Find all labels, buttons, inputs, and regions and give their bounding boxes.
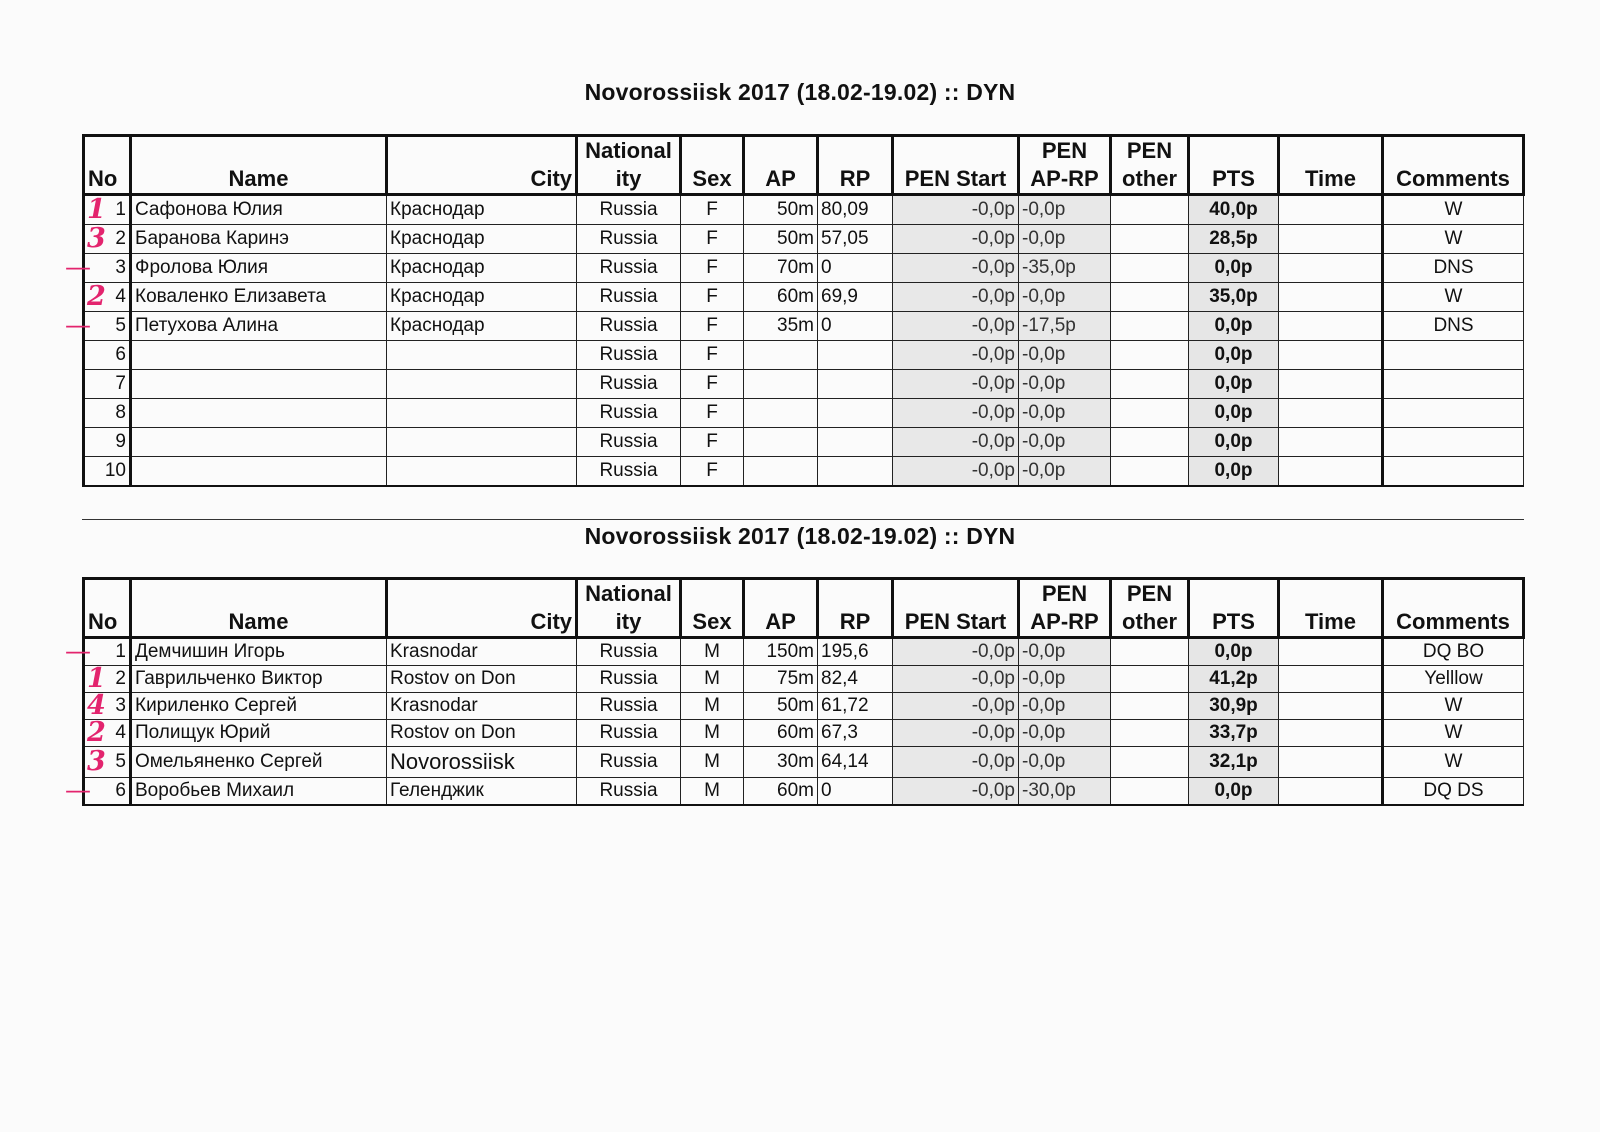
athlete-city: Краснодар bbox=[387, 312, 577, 341]
row-number: 1 bbox=[115, 641, 126, 662]
table-row bbox=[84, 341, 1524, 370]
announced-performance: 50m bbox=[744, 693, 818, 720]
penalty-start: -0,0p bbox=[893, 341, 1019, 370]
section-title: Novorossiisk 2017 (18.02-19.02) :: DYN bbox=[584, 523, 1016, 549]
time bbox=[1279, 428, 1383, 457]
athlete-sex: F bbox=[681, 341, 744, 370]
header-name: Name bbox=[131, 136, 387, 195]
realized-performance: 0 bbox=[818, 312, 893, 341]
row-number-cell bbox=[84, 222, 131, 254]
announced-performance bbox=[744, 341, 818, 370]
athlete-name bbox=[131, 428, 387, 457]
time bbox=[1279, 254, 1383, 283]
comment: W bbox=[1383, 283, 1524, 312]
athlete-nationality: Russia bbox=[577, 312, 681, 341]
row-number-cell bbox=[84, 716, 131, 748]
header-time: Time bbox=[1279, 136, 1383, 195]
header-pen-start: PEN Start bbox=[893, 579, 1019, 638]
realized-performance bbox=[818, 428, 893, 457]
athlete-name: Воробьев Михаил bbox=[131, 778, 387, 806]
time bbox=[1279, 693, 1383, 720]
athlete-nationality: Russia bbox=[577, 693, 681, 720]
athlete-name bbox=[131, 457, 387, 487]
realized-performance: 57,05 bbox=[818, 225, 893, 254]
athlete-city: Краснодар bbox=[387, 225, 577, 254]
penalty-other bbox=[1111, 341, 1189, 370]
penalty-start: -0,0p bbox=[893, 693, 1019, 720]
row-number: 6 bbox=[115, 344, 126, 365]
athlete-name bbox=[131, 370, 387, 399]
athlete-nationality: Russia bbox=[577, 195, 681, 225]
handwritten-place-mark: 3 bbox=[87, 745, 106, 777]
row-number-cell bbox=[84, 370, 131, 399]
row-number: 4 bbox=[115, 722, 126, 743]
announced-performance bbox=[744, 370, 818, 399]
points: 41,2p bbox=[1189, 666, 1279, 693]
athlete-nationality: Russia bbox=[577, 720, 681, 747]
row-number: 9 bbox=[115, 431, 126, 452]
header-ap: AP bbox=[744, 136, 818, 195]
time bbox=[1279, 720, 1383, 747]
athlete-city: Rostov on Don bbox=[387, 720, 577, 747]
athlete-name: Баранова Каринэ bbox=[131, 225, 387, 254]
points: 28,5p bbox=[1189, 225, 1279, 254]
row-number-cell bbox=[84, 280, 131, 312]
row-number-cell bbox=[65, 252, 131, 283]
realized-performance: 0 bbox=[818, 778, 893, 806]
handwritten-place-mark: 1 bbox=[87, 193, 106, 225]
penalty-ap-rp: -0,0p bbox=[1019, 370, 1111, 399]
header-city: City bbox=[387, 579, 577, 638]
penalty-other bbox=[1111, 457, 1189, 487]
comment bbox=[1383, 428, 1524, 457]
announced-performance: 150m bbox=[744, 638, 818, 666]
header-no: No bbox=[84, 579, 131, 638]
athlete-city: Краснодар bbox=[387, 283, 577, 312]
athlete-sex: F bbox=[681, 225, 744, 254]
comment: DNS bbox=[1383, 312, 1524, 341]
row-number: 10 bbox=[104, 460, 126, 481]
penalty-ap-rp: -0,0p bbox=[1019, 225, 1111, 254]
row-number: 4 bbox=[115, 286, 126, 307]
athlete-sex: M bbox=[681, 720, 744, 747]
realized-performance bbox=[818, 341, 893, 370]
row-number-cell bbox=[84, 457, 131, 487]
penalty-start: -0,0p bbox=[893, 399, 1019, 428]
time bbox=[1279, 399, 1383, 428]
announced-performance: 60m bbox=[744, 778, 818, 806]
realized-performance bbox=[818, 370, 893, 399]
table-row bbox=[84, 370, 1524, 399]
time bbox=[1279, 341, 1383, 370]
row-number-cell bbox=[84, 662, 131, 694]
header-nationality bbox=[577, 579, 681, 638]
header-pen-other bbox=[1111, 579, 1189, 638]
table-row bbox=[84, 638, 1524, 666]
points: 33,7p bbox=[1189, 720, 1279, 747]
time bbox=[1279, 370, 1383, 399]
penalty-start: -0,0p bbox=[893, 747, 1019, 778]
row-number-cell bbox=[65, 636, 131, 667]
row-number: 3 bbox=[115, 695, 126, 716]
announced-performance: 50m bbox=[744, 195, 818, 225]
row-number-cell bbox=[65, 310, 131, 341]
penalty-ap-rp: -30,0p bbox=[1019, 778, 1111, 806]
table-row bbox=[84, 693, 1524, 720]
table-row bbox=[84, 428, 1524, 457]
athlete-name bbox=[131, 341, 387, 370]
penalty-ap-rp: -0,0p bbox=[1019, 720, 1111, 747]
athlete-nationality: Russia bbox=[577, 778, 681, 806]
athlete-sex: F bbox=[681, 399, 744, 428]
comment: W bbox=[1383, 693, 1524, 720]
header-rp: RP bbox=[818, 136, 893, 195]
penalty-ap-rp: -0,0p bbox=[1019, 195, 1111, 225]
athlete-nationality: Russia bbox=[577, 747, 681, 778]
athlete-city bbox=[387, 399, 577, 428]
penalty-other bbox=[1111, 428, 1189, 457]
announced-performance bbox=[744, 457, 818, 487]
header-name: Name bbox=[131, 579, 387, 638]
row-number-cell bbox=[84, 195, 131, 225]
header-nationality bbox=[577, 136, 681, 195]
points: 0,0p bbox=[1189, 312, 1279, 341]
athlete-name: Омельяненко Сергей bbox=[131, 747, 387, 778]
time bbox=[1279, 778, 1383, 806]
athlete-nationality: Russia bbox=[577, 399, 681, 428]
header-row bbox=[84, 579, 1524, 638]
handwritten-place-mark: 1 bbox=[87, 662, 106, 694]
header-comments: Comments bbox=[1383, 579, 1524, 638]
penalty-other bbox=[1111, 638, 1189, 666]
handwritten-place-mark: 3 bbox=[87, 222, 106, 254]
athlete-city: Krasnodar bbox=[387, 693, 577, 720]
comment: W bbox=[1383, 195, 1524, 225]
realized-performance: 67,3 bbox=[818, 720, 893, 747]
points: 40,0p bbox=[1189, 195, 1279, 225]
penalty-ap-rp: -0,0p bbox=[1019, 399, 1111, 428]
comment bbox=[1383, 370, 1524, 399]
handwritten-place-mark: — bbox=[65, 775, 87, 806]
table-row bbox=[84, 778, 1524, 806]
athlete-nationality: Russia bbox=[577, 428, 681, 457]
penalty-ap-rp: -0,0p bbox=[1019, 283, 1111, 312]
athlete-name bbox=[131, 399, 387, 428]
handwritten-place-mark: — bbox=[65, 252, 87, 283]
row-number: 7 bbox=[115, 373, 126, 394]
row-number: 8 bbox=[115, 402, 126, 423]
points: 0,0p bbox=[1189, 370, 1279, 399]
penalty-start: -0,0p bbox=[893, 457, 1019, 487]
points: 0,0p bbox=[1189, 457, 1279, 487]
athlete-name: Гаврильченко Виктор bbox=[131, 666, 387, 693]
table-row bbox=[84, 254, 1524, 283]
athlete-city bbox=[387, 341, 577, 370]
athlete-name: Кириленко Сергей bbox=[131, 693, 387, 720]
penalty-other bbox=[1111, 312, 1189, 341]
penalty-other bbox=[1111, 399, 1189, 428]
header-pen-ap-rp bbox=[1019, 136, 1111, 195]
header-sex: Sex bbox=[681, 579, 744, 638]
realized-performance: 82,4 bbox=[818, 666, 893, 693]
time bbox=[1279, 666, 1383, 693]
athlete-city bbox=[387, 428, 577, 457]
header-pts: PTS bbox=[1189, 136, 1279, 195]
penalty-other bbox=[1111, 195, 1189, 225]
penalty-other bbox=[1111, 778, 1189, 806]
row-number-cell bbox=[65, 775, 131, 806]
athlete-sex: F bbox=[681, 254, 744, 283]
penalty-start: -0,0p bbox=[893, 666, 1019, 693]
athlete-city bbox=[387, 370, 577, 399]
points: 0,0p bbox=[1189, 341, 1279, 370]
realized-performance: 61,72 bbox=[818, 693, 893, 720]
athlete-name: Демчишин Игорь bbox=[131, 638, 387, 666]
results-table-men bbox=[65, 577, 1525, 806]
comment: DNS bbox=[1383, 254, 1524, 283]
comment: W bbox=[1383, 747, 1524, 778]
penalty-ap-rp: -0,0p bbox=[1019, 457, 1111, 487]
points: 35,0p bbox=[1189, 283, 1279, 312]
announced-performance: 35m bbox=[744, 312, 818, 341]
athlete-sex: M bbox=[681, 638, 744, 666]
realized-performance: 69,9 bbox=[818, 283, 893, 312]
penalty-start: -0,0p bbox=[893, 225, 1019, 254]
header-nationality-text: National ity bbox=[585, 138, 672, 191]
header-pen-ap-rp-text: PEN AP-RP bbox=[1030, 138, 1099, 191]
penalty-other bbox=[1111, 693, 1189, 720]
row-number-cell bbox=[84, 399, 131, 428]
time bbox=[1279, 195, 1383, 225]
athlete-name: Сафонова Юлия bbox=[131, 195, 387, 225]
row-number: 1 bbox=[115, 199, 126, 220]
athlete-nationality: Russia bbox=[577, 638, 681, 666]
row-number-cell bbox=[84, 747, 131, 778]
penalty-start: -0,0p bbox=[893, 638, 1019, 666]
penalty-ap-rp: -0,0p bbox=[1019, 693, 1111, 720]
athlete-sex: M bbox=[681, 693, 744, 720]
points: 32,1p bbox=[1189, 747, 1279, 778]
table-row bbox=[84, 457, 1524, 487]
announced-performance bbox=[744, 399, 818, 428]
athlete-city: Геленджик bbox=[387, 778, 577, 806]
handwritten-place-mark: 2 bbox=[87, 716, 106, 748]
penalty-start: -0,0p bbox=[893, 720, 1019, 747]
points: 0,0p bbox=[1189, 254, 1279, 283]
athlete-city bbox=[387, 457, 577, 487]
header-pen-other bbox=[1111, 136, 1189, 195]
header-city: City bbox=[387, 136, 577, 195]
penalty-start: -0,0p bbox=[893, 312, 1019, 341]
table-body bbox=[65, 193, 1524, 487]
handwritten-place-mark: — bbox=[65, 636, 87, 667]
points: 0,0p bbox=[1189, 778, 1279, 806]
realized-performance: 0 bbox=[818, 254, 893, 283]
athlete-name: Полищук Юрий bbox=[131, 720, 387, 747]
table-row bbox=[84, 666, 1524, 693]
penalty-start: -0,0p bbox=[893, 370, 1019, 399]
row-number-cell bbox=[84, 341, 131, 370]
athlete-sex: M bbox=[681, 666, 744, 693]
announced-performance: 30m bbox=[744, 747, 818, 778]
comment: DQ BO bbox=[1383, 638, 1524, 666]
row-number: 5 bbox=[115, 315, 126, 336]
handwritten-place-mark: 4 bbox=[87, 689, 106, 721]
comment: Yelllow bbox=[1383, 666, 1524, 693]
realized-performance bbox=[818, 399, 893, 428]
penalty-other bbox=[1111, 720, 1189, 747]
athlete-sex: F bbox=[681, 283, 744, 312]
penalty-other bbox=[1111, 283, 1189, 312]
penalty-ap-rp: -0,0p bbox=[1019, 666, 1111, 693]
comment: DQ DS bbox=[1383, 778, 1524, 806]
penalty-start: -0,0p bbox=[893, 428, 1019, 457]
athlete-sex: F bbox=[681, 195, 744, 225]
time bbox=[1279, 747, 1383, 778]
athlete-city: Краснодар bbox=[387, 195, 577, 225]
row-number: 2 bbox=[115, 228, 126, 249]
time bbox=[1279, 312, 1383, 341]
athlete-sex: F bbox=[681, 312, 744, 341]
penalty-other bbox=[1111, 254, 1189, 283]
athlete-city: Novorossiisk bbox=[387, 747, 577, 778]
athlete-nationality: Russia bbox=[577, 666, 681, 693]
athlete-sex: M bbox=[681, 778, 744, 806]
table-row bbox=[84, 195, 1524, 225]
header-comments: Comments bbox=[1383, 136, 1524, 195]
athlete-nationality: Russia bbox=[577, 457, 681, 487]
realized-performance: 195,6 bbox=[818, 638, 893, 666]
section-divider bbox=[82, 519, 1524, 520]
realized-performance: 64,14 bbox=[818, 747, 893, 778]
penalty-start: -0,0p bbox=[893, 778, 1019, 806]
header-pen-ap-rp-text: PEN AP-RP bbox=[1030, 581, 1099, 634]
penalty-ap-rp: -0,0p bbox=[1019, 341, 1111, 370]
realized-performance: 80,09 bbox=[818, 195, 893, 225]
athlete-sex: F bbox=[681, 457, 744, 487]
announced-performance bbox=[744, 428, 818, 457]
penalty-ap-rp: -17,5p bbox=[1019, 312, 1111, 341]
header-pen-start: PEN Start bbox=[893, 136, 1019, 195]
penalty-start: -0,0p bbox=[893, 254, 1019, 283]
athlete-nationality: Russia bbox=[577, 225, 681, 254]
header-pen-other-text: PEN other bbox=[1122, 138, 1177, 191]
athlete-sex: F bbox=[681, 370, 744, 399]
athlete-nationality: Russia bbox=[577, 370, 681, 399]
announced-performance: 50m bbox=[744, 225, 818, 254]
comment bbox=[1383, 341, 1524, 370]
row-number-cell bbox=[84, 689, 131, 721]
athlete-name: Петухова Алина bbox=[131, 312, 387, 341]
athlete-sex: M bbox=[681, 747, 744, 778]
points: 0,0p bbox=[1189, 638, 1279, 666]
table-row bbox=[84, 399, 1524, 428]
header-ap: AP bbox=[744, 579, 818, 638]
athlete-name: Фролова Юлия bbox=[131, 254, 387, 283]
row-number: 2 bbox=[115, 668, 126, 689]
realized-performance bbox=[818, 457, 893, 487]
results-table-women bbox=[65, 134, 1525, 487]
row-number: 3 bbox=[115, 257, 126, 278]
table-body bbox=[65, 636, 1524, 806]
section-title: Novorossiisk 2017 (18.02-19.02) :: DYN bbox=[584, 79, 1016, 105]
row-number: 5 bbox=[115, 751, 126, 772]
athlete-city: Rostov on Don bbox=[387, 666, 577, 693]
points: 0,0p bbox=[1189, 428, 1279, 457]
athlete-city: Krasnodar bbox=[387, 638, 577, 666]
athlete-sex: F bbox=[681, 428, 744, 457]
comment: W bbox=[1383, 720, 1524, 747]
table-row bbox=[84, 747, 1524, 778]
penalty-start: -0,0p bbox=[893, 283, 1019, 312]
announced-performance: 60m bbox=[744, 283, 818, 312]
row-number-cell bbox=[84, 428, 131, 457]
header-rp: RP bbox=[818, 579, 893, 638]
athlete-name: Коваленко Елизавета bbox=[131, 283, 387, 312]
comment bbox=[1383, 399, 1524, 428]
handwritten-place-mark: — bbox=[65, 310, 87, 341]
header-row bbox=[84, 136, 1524, 195]
header-pts: PTS bbox=[1189, 579, 1279, 638]
time bbox=[1279, 638, 1383, 666]
handwritten-place-mark: 2 bbox=[87, 280, 106, 312]
athlete-nationality: Russia bbox=[577, 254, 681, 283]
penalty-start: -0,0p bbox=[893, 195, 1019, 225]
athlete-city: Краснодар bbox=[387, 254, 577, 283]
penalty-other bbox=[1111, 666, 1189, 693]
athlete-nationality: Russia bbox=[577, 341, 681, 370]
announced-performance: 75m bbox=[744, 666, 818, 693]
table-row bbox=[84, 283, 1524, 312]
announced-performance: 60m bbox=[744, 720, 818, 747]
penalty-ap-rp: -0,0p bbox=[1019, 747, 1111, 778]
header-pen-ap-rp bbox=[1019, 579, 1111, 638]
header-nationality-text: National ity bbox=[585, 581, 672, 634]
time bbox=[1279, 225, 1383, 254]
header-time: Time bbox=[1279, 579, 1383, 638]
table-row bbox=[84, 225, 1524, 254]
penalty-ap-rp: -0,0p bbox=[1019, 428, 1111, 457]
points: 0,0p bbox=[1189, 399, 1279, 428]
comment: W bbox=[1383, 225, 1524, 254]
penalty-other bbox=[1111, 747, 1189, 778]
table-row bbox=[84, 312, 1524, 341]
announced-performance: 70m bbox=[744, 254, 818, 283]
header-sex: Sex bbox=[681, 136, 744, 195]
row-number: 6 bbox=[115, 780, 126, 801]
athlete-nationality: Russia bbox=[577, 283, 681, 312]
penalty-ap-rp: -35,0p bbox=[1019, 254, 1111, 283]
penalty-other bbox=[1111, 225, 1189, 254]
penalty-ap-rp: -0,0p bbox=[1019, 638, 1111, 666]
header-pen-other-text: PEN other bbox=[1122, 581, 1177, 634]
penalty-other bbox=[1111, 370, 1189, 399]
comment bbox=[1383, 457, 1524, 487]
time bbox=[1279, 283, 1383, 312]
table-row bbox=[84, 720, 1524, 747]
time bbox=[1279, 457, 1383, 487]
points: 30,9p bbox=[1189, 693, 1279, 720]
header-no: No bbox=[84, 136, 131, 195]
